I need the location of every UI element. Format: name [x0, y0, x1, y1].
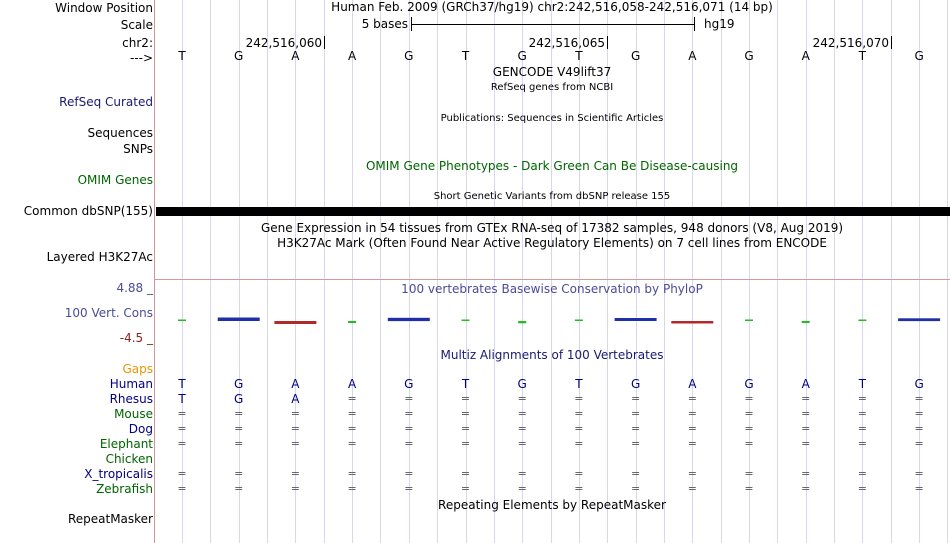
alignment-base: = [460, 392, 471, 405]
gridline [437, 0, 438, 543]
alignment-base: T [461, 377, 470, 391]
alignment-base: = [460, 467, 471, 480]
alignment-base: T [178, 392, 186, 406]
alignment-base: = [574, 482, 584, 495]
sequence-base: A [801, 49, 810, 63]
alignment-base: = [517, 437, 527, 450]
h3k27ac-track-title[interactable]: H3K27Ac Mark (Often Found Near Active Regulatory Elements) on 7 cell lines from ENCODE [277, 236, 827, 250]
sequence-base: T [858, 49, 867, 63]
alignment-base: = [460, 437, 471, 450]
alignment-base: = [404, 392, 414, 405]
alignment-base: = [177, 437, 187, 450]
alignment-base: = [744, 482, 754, 495]
sequence-base: T [461, 49, 470, 63]
gridline [919, 0, 920, 543]
repeatmasker-track-title[interactable]: Repeating Elements by RepeatMasker [438, 498, 666, 512]
alignment-base: = [857, 422, 867, 435]
alignment-base: A [347, 377, 357, 391]
window-position-label: Window Position [55, 1, 153, 15]
alignment-base: = [687, 437, 697, 450]
alignment-base: = [857, 467, 867, 480]
alignment-base: = [574, 407, 584, 420]
conservation-bar[interactable] [898, 318, 940, 321]
alignment-base: = [517, 392, 527, 405]
alignment-base: = [687, 422, 697, 435]
alignment-base: = [744, 422, 754, 435]
gridline [466, 0, 467, 543]
ruler-tick [324, 36, 325, 49]
conservation-bar[interactable] [802, 321, 810, 323]
ruler-position-label: 242,516,065 [528, 36, 605, 50]
conservation-plot[interactable] [155, 296, 950, 348]
alignment-base: = [687, 392, 697, 405]
alignment-base: = [234, 467, 244, 480]
sequence-base: G [630, 49, 641, 63]
alignment-base: A [291, 392, 300, 406]
alignment-base: = [857, 407, 867, 420]
alignment-base: = [630, 407, 641, 420]
alignment-base: G [234, 392, 244, 406]
sequence-base: G [914, 49, 924, 63]
assembly-label: hg19 [704, 17, 735, 31]
alignment-base: = [914, 467, 924, 480]
track-label-cons[interactable]: 100 Vert. Cons [64, 306, 153, 320]
species-label[interactable]: Dog [128, 422, 153, 436]
sequence-base: G [234, 49, 244, 63]
alignment-base: = [801, 482, 811, 495]
alignment-base: = [630, 392, 641, 405]
track-label-gaps[interactable]: Gaps [122, 362, 153, 376]
alignment-base: = [630, 467, 641, 480]
alignment-base: = [404, 407, 414, 420]
track-label-sequences[interactable]: Sequences [87, 126, 153, 140]
gridline [267, 0, 268, 543]
alignment-base: = [404, 422, 414, 435]
alignment-base: = [914, 437, 924, 450]
alignment-base: = [177, 482, 187, 495]
h3k27ac-baseline [155, 279, 950, 280]
gridline [380, 0, 381, 543]
alignment-base: = [234, 407, 244, 420]
conservation-bar[interactable] [274, 321, 316, 324]
cons-min-label: -4.5 _ [119, 331, 153, 345]
alignment-base: = [347, 392, 357, 405]
alignment-base: = [460, 482, 471, 495]
alignment-base: = [574, 422, 584, 435]
omim-track-title[interactable]: OMIM Gene Phenotypes - Dark Green Can Be Disease-causing [365, 159, 739, 173]
conservation-bar[interactable] [858, 320, 866, 322]
ruler-position-label: 242,516,070 [812, 36, 889, 50]
gridline [749, 0, 750, 543]
alignment-base: = [177, 407, 187, 420]
alignment-base: = [347, 437, 357, 450]
alignment-base: = [630, 437, 641, 450]
alignment-base: = [404, 467, 414, 480]
sequence-base: A [688, 49, 697, 63]
alignment-base: = [347, 422, 357, 435]
conservation-bar[interactable] [348, 321, 356, 323]
gridline [352, 0, 353, 543]
alignment-base: = [801, 437, 811, 450]
sequence-base: G [517, 49, 527, 63]
alignment-base: = [914, 422, 924, 435]
alignment-base: = [744, 392, 754, 405]
species-label[interactable]: X_tropicalis [84, 467, 153, 481]
alignment-base: = [687, 482, 697, 495]
alignment-base: = [801, 392, 811, 405]
conservation-bar[interactable] [462, 320, 470, 322]
dbsnp-track-title[interactable]: Short Genetic Variants from dbSNP release 155 [433, 191, 671, 202]
gridline [692, 0, 693, 543]
publications-track-title[interactable]: Publications: Sequences in Scientific Articles [440, 113, 664, 124]
gridline [891, 0, 892, 543]
label-divider [154, 0, 155, 543]
alignment-base: = [801, 407, 811, 420]
gtex-track-title[interactable]: Gene Expression in 54 tissues from GTEx RNA-seq of 17382 samples, 948 donors (V8, Aug 2019) [260, 221, 844, 235]
alignment-base: = [630, 422, 641, 435]
gridline [664, 0, 665, 543]
scale-bases-label: 5 bases [361, 17, 408, 31]
conservation-bar[interactable] [745, 320, 753, 322]
alignment-base: = [290, 407, 300, 420]
conservation-bar[interactable] [575, 320, 583, 322]
alignment-base: = [460, 422, 471, 435]
gridline [834, 0, 835, 543]
alignment-base: = [460, 407, 471, 420]
conservation-bar[interactable] [518, 321, 526, 323]
strand-label[interactable]: ---> [129, 51, 153, 65]
alignment-base: G [630, 377, 641, 391]
alignment-base: = [914, 392, 924, 405]
alignment-base: = [290, 422, 300, 435]
alignment-base: = [290, 437, 300, 450]
conservation-bar[interactable] [615, 318, 657, 321]
gencode-track-title[interactable]: GENCODE V49lift37 [492, 65, 612, 79]
alignment-base: = [234, 422, 244, 435]
gridline [777, 0, 778, 543]
alignment-base: G [914, 377, 924, 391]
species-label[interactable]: Mouse [114, 407, 153, 421]
alignment-base: = [177, 467, 187, 480]
alignment-base: = [290, 482, 300, 495]
conservation-bar[interactable] [671, 321, 713, 324]
alignment-base: = [517, 467, 527, 480]
alignment-base: = [801, 467, 811, 480]
alignment-base: = [914, 407, 924, 420]
conservation-bar[interactable] [178, 320, 186, 322]
alignment-base: = [234, 482, 244, 495]
ruler-tick [607, 36, 608, 49]
species-label[interactable]: Chicken [105, 452, 153, 466]
gridline [636, 0, 637, 543]
ruler-tick [891, 36, 892, 49]
alignment-base: = [687, 467, 697, 480]
alignment-base: = [234, 437, 244, 450]
alignment-base: = [630, 482, 641, 495]
alignment-base: A [291, 377, 300, 391]
alignment-base: = [290, 467, 300, 480]
species-label[interactable]: Elephant [99, 437, 153, 451]
track-label-omim[interactable]: OMIM Genes [77, 173, 153, 187]
alignment-base: A [688, 377, 697, 391]
sequence-base: G [744, 49, 754, 63]
alignment-base: = [744, 407, 754, 420]
gridline [806, 0, 807, 543]
sequence-base: T [178, 49, 186, 63]
alignment-base: = [347, 407, 357, 420]
alignment-base: = [347, 482, 357, 495]
dbsnp-feature-bar[interactable] [156, 207, 950, 216]
species-label[interactable]: Rhesus [109, 392, 153, 406]
gridline [210, 0, 211, 543]
alignment-base: = [517, 407, 527, 420]
alignment-base: = [687, 407, 697, 420]
gridline [324, 0, 325, 543]
scale-label: Scale [120, 18, 153, 32]
ruler-position-label: 242,516,060 [245, 36, 322, 50]
gridline [239, 0, 240, 543]
sequence-base: G [404, 49, 414, 63]
alignment-base: G [744, 377, 754, 391]
gridline [862, 0, 863, 543]
alignment-base: T [178, 377, 186, 391]
alignment-base: = [801, 422, 811, 435]
multiz-track-title[interactable]: Multiz Alignments of 100 Vertebrates [440, 348, 664, 362]
phylop-track-title[interactable]: 100 vertebrates Basewise Conservation by PhyloP [401, 282, 703, 296]
window-position-text: Human Feb. 2009 (GRCh37/hg19) chr2:242,516,058-242,516,071 (14 bp) [331, 0, 773, 14]
conservation-bar[interactable] [388, 318, 430, 321]
alignment-base: G [517, 377, 527, 391]
alignment-base: = [914, 482, 924, 495]
gridline [721, 0, 722, 543]
track-label-refseq[interactable]: RefSeq Curated [59, 95, 153, 109]
sequence-base: A [291, 49, 300, 63]
alignment-base: = [574, 437, 584, 450]
gridline [182, 0, 183, 543]
alignment-base: = [347, 467, 357, 480]
alignment-base: = [517, 482, 527, 495]
alignment-base: = [404, 482, 414, 495]
alignment-base: = [574, 467, 584, 480]
alignment-base: A [801, 377, 810, 391]
scale-bar [411, 16, 695, 32]
alignment-base: = [744, 437, 754, 450]
alignment-base: T [858, 377, 867, 391]
gridline [409, 0, 410, 543]
alignment-base: G [234, 377, 244, 391]
species-label[interactable]: Zebrafish [96, 482, 153, 496]
chromosome-label: chr2: [122, 36, 153, 50]
alignment-base: = [857, 392, 867, 405]
alignment-base: = [574, 392, 584, 405]
alignment-base: G [404, 377, 414, 391]
track-label-repeatmasker[interactable]: RepeatMasker [67, 512, 153, 526]
gridline [295, 0, 296, 543]
alignment-base: T [575, 377, 583, 391]
species-label[interactable]: Human [109, 377, 153, 391]
alignment-base: = [857, 482, 867, 495]
cons-max-label: 4.88 _ [116, 281, 153, 295]
track-label-h3k27ac[interactable]: Layered H3K27Ac [46, 250, 153, 264]
gridline [947, 0, 948, 543]
sequence-base: T [575, 49, 583, 63]
alignment-base: = [517, 422, 527, 435]
alignment-base: = [404, 437, 414, 450]
track-label-snps[interactable]: SNPs [123, 142, 153, 156]
conservation-bar[interactable] [218, 318, 260, 322]
alignment-base: = [744, 467, 754, 480]
alignment-base: = [177, 422, 187, 435]
sequence-base: A [347, 49, 357, 63]
alignment-base: = [857, 437, 867, 450]
track-label-dbsnp[interactable]: Common dbSNP(155) [23, 204, 153, 218]
refseq-track-title[interactable]: RefSeq genes from NCBI [490, 82, 614, 93]
